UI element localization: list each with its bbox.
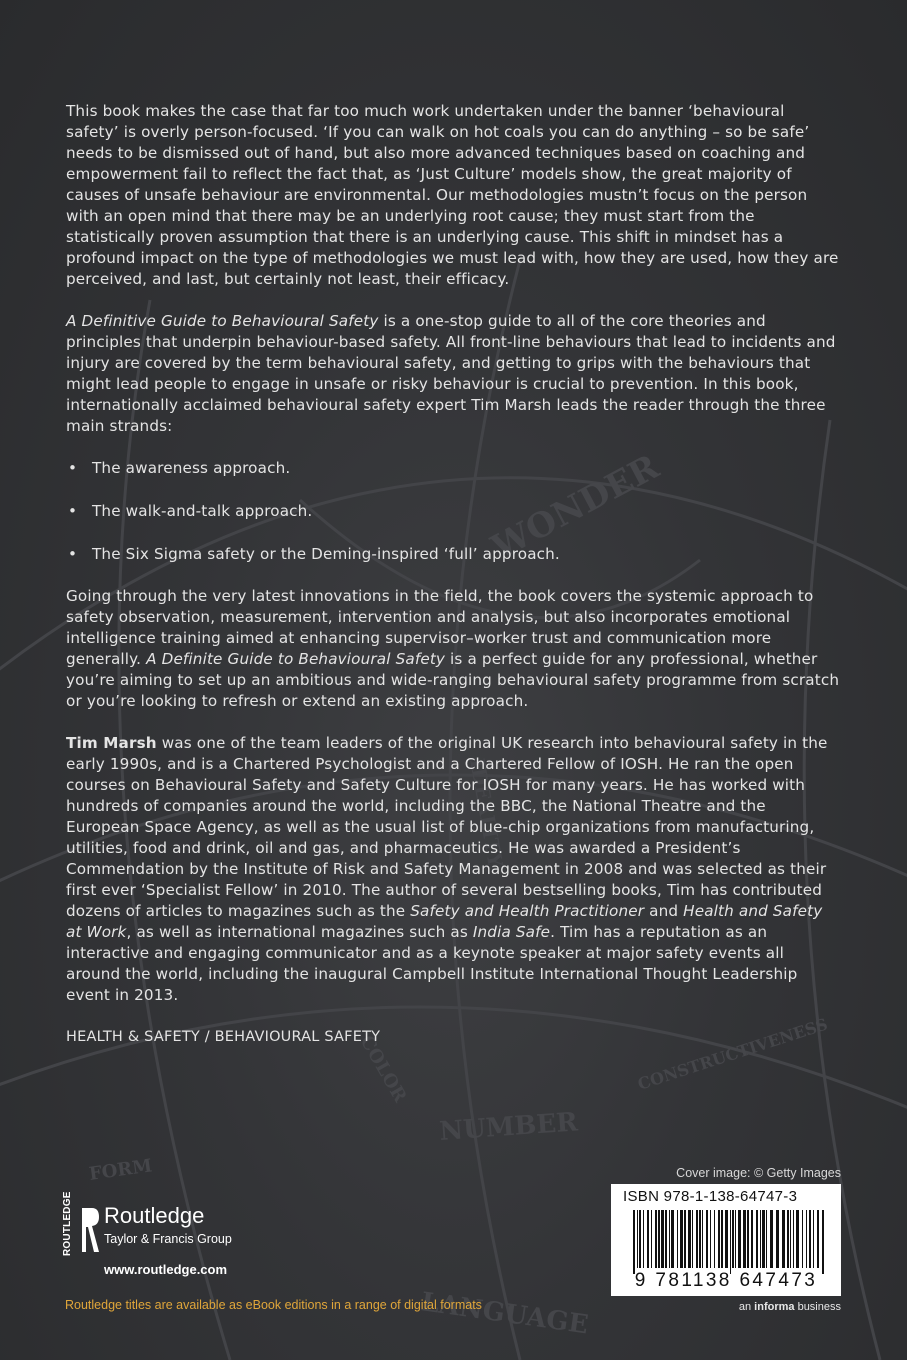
barcode-bar <box>756 1210 758 1268</box>
intro-paragraph: This book makes the case that far too much work undertaken under the banner ‘behavioural safety’ is overly person-focused. ‘If you can walk on hot coals you can do anything – so be safe’ needs to be dismissed out of hand, but also more advanced techniques based on coaching and empowerment fail to reflect the fact that, as ‘Just Culture’ models show, the great majority of causes of unsafe behaviour are environmental. Our methodologies mustn’t focus on the person with an open mind that there may be an underlying root cause; they must start from the statistically proven assumption that there is an underlying cause. This shift in mindset has a profound impact on the type of methodologies we must lead with, how they are used, how they are perceived, and last, but certainly not least, their efficacy. <box>66 102 839 288</box>
isbn-barcode <box>611 1184 841 1296</box>
barcode-bar <box>809 1210 811 1268</box>
magazine-3: India Safe <box>472 923 551 941</box>
barcode-bar <box>725 1210 728 1268</box>
barcode-bar <box>806 1210 807 1268</box>
informa-brand: informa <box>754 1301 795 1313</box>
barcode-bar <box>796 1210 799 1268</box>
bg-word-constructiveness: CONSTRUCTIVENESS <box>635 1014 830 1094</box>
barcode-digits: 9 781138 647473 <box>634 1270 818 1291</box>
routledge-r-icon <box>80 1206 100 1254</box>
author-name: Tim Marsh <box>66 734 157 752</box>
barcode-bar <box>688 1210 691 1268</box>
author-text-c: , as well as international magazines such as <box>126 923 473 941</box>
author-text-d: . Tim has a reputation as an interactive and engaging communicator and as a keynote speaker at major safety events all around the world, including the inaugural Campbell Institute International Thought Leadership event in 2013. <box>66 923 798 1004</box>
list-item: • The walk-and-talk approach. <box>66 501 841 522</box>
barcode-bar <box>790 1210 791 1268</box>
barcode-bar <box>710 1210 711 1268</box>
back-cover-text <box>66 101 841 1048</box>
barcode-bar <box>714 1210 715 1268</box>
innovations-paragraph <box>66 586 841 712</box>
barcode-bar <box>706 1210 708 1268</box>
barcode-bar <box>692 1210 693 1268</box>
barcode-bar <box>647 1210 649 1268</box>
barcode-bar <box>637 1210 638 1268</box>
guide-paragraph-text: is a one-stop guide to all of the core theories and principles that underpin behaviour-based safety. All front-line behaviours that lead to incidents and injury are covered by the term behavioural safety, and getting to grips with the behaviours that might lead people to engage in unsafe or risky behaviour is crucial to prevention. In this book, internationally acclaimed behavioural safety expert Tim Marsh leads the reader through the three main strands: <box>66 312 836 435</box>
barcode-bar <box>743 1210 746 1268</box>
isbn-number: ISBN 978-1-138-64747-3 <box>623 1188 798 1205</box>
author-text-a: was one of the team leaders of the original UK research into behavioural safety in the early 1990s, and is a Chartered Psychologist and a Chartered Fellow of IOSH. He ran the open courses on Behavioural Safety and Safety Culture for IOSH for many years. He has worked with hundreds of companies around the world, including the BBC, the National Theatre and the European Space Agency, as well as the usual list of blue-chip organizations from manufacturing, utilities, food and drink, oil and gas, and pharmaceutics. He was awarded a President’s Commendation by the Institute of Risk and Safety Management in 2008 and was selected as their first ever ‘Specialist Fellow’ in 2010. The author of several bestselling books, Tim has contributed dozens of articles to magazines such as the <box>66 734 828 920</box>
book-title-italic-2: A Definite Guide to Behavioural Safety <box>146 650 446 668</box>
subject-category: HEALTH & SAFETY / BEHAVIOURAL SAFETY <box>66 1029 381 1045</box>
barcode-bar <box>643 1210 644 1268</box>
barcode-bar <box>766 1210 767 1268</box>
bg-word-form: FORM <box>87 1155 154 1185</box>
barcode-bar <box>730 1210 731 1274</box>
informa-business-tag <box>739 1301 841 1313</box>
barcode-bar <box>671 1210 674 1268</box>
barcode-bar <box>747 1210 749 1268</box>
innovations-text-a: Going through the very latest innovations in the field, the book covers the systemic approach to safety observation, measurement, intervention and analysis, but also incorporates emotional intelligence training aimed at enhancing supervisor–worker trust and communication more generally. <box>66 587 814 668</box>
informa-suffix: business <box>794 1301 841 1313</box>
barcode-bar <box>732 1210 734 1268</box>
barcode-bar <box>738 1210 741 1268</box>
barcode-bar <box>813 1210 814 1268</box>
bg-word-language: LANGUAGE <box>419 1287 591 1341</box>
publisher-url: www.routledge.com <box>104 1262 228 1277</box>
barcode-bar <box>677 1210 678 1268</box>
publisher-name: Routledge <box>104 1203 205 1228</box>
guide-paragraph <box>66 311 841 437</box>
routledge-vertical-wordmark: ROUTLEDGE <box>62 1191 73 1256</box>
barcode-bar <box>776 1210 779 1268</box>
barcode-bar <box>735 1210 736 1268</box>
list-item: • The awareness approach. <box>66 458 841 479</box>
strands-list <box>66 458 841 565</box>
barcode-bar <box>639 1210 641 1268</box>
barcode-bar <box>669 1210 670 1268</box>
barcode-bar <box>655 1210 657 1268</box>
book-title-italic: A Definitive Guide to Behavioural Safety <box>66 312 379 330</box>
list-item: • The Six Sigma safety or the Deming-inspired ‘full’ approach. <box>66 544 841 565</box>
barcode-bar <box>721 1210 723 1268</box>
barcode-bar <box>782 1210 785 1268</box>
bg-word-color: COLOR <box>355 1032 411 1106</box>
barcode-bar <box>762 1210 765 1268</box>
magazine-1: Safety and Health Practitioner <box>410 902 645 920</box>
barcode-bar <box>633 1210 635 1274</box>
barcode-bar <box>770 1210 773 1268</box>
barcode-bar <box>817 1210 819 1268</box>
author-paragraph <box>66 733 841 1006</box>
barcode-bar <box>651 1210 652 1268</box>
informa-prefix: an <box>738 1301 755 1313</box>
magazine-2: Health and Safety at Work <box>66 902 823 941</box>
barcode-bar <box>661 1210 664 1268</box>
barcode-bar <box>680 1210 683 1268</box>
barcode-bar <box>658 1210 660 1268</box>
bg-word-wonder: WONDER <box>485 446 666 568</box>
barcode-bar <box>751 1210 753 1268</box>
barcode-bar <box>699 1210 701 1268</box>
barcode-bar <box>718 1210 720 1268</box>
bg-word-number: NUMBER <box>438 1107 579 1147</box>
barcode-bar <box>793 1210 794 1268</box>
barcode-bar <box>760 1210 761 1268</box>
barcode-bar <box>787 1210 789 1268</box>
publisher-group: Taylor & Francis Group <box>104 1232 232 1246</box>
barcode-bar <box>684 1210 686 1268</box>
ebook-note: Routledge titles are available as eBook editions in a range of digital formats <box>65 1298 482 1312</box>
barcode-bar <box>802 1210 803 1268</box>
cover-image-credit: Cover image: © Getty Images <box>676 1166 841 1180</box>
barcode-bar <box>696 1210 698 1268</box>
bg-word-ideality: IDEALITY <box>465 756 508 870</box>
author-text-b: and <box>644 902 684 920</box>
barcode-bar <box>822 1210 824 1274</box>
barcode-bar <box>702 1210 703 1268</box>
innovations-text-b: is a perfect guide for any professional, whether you’re aiming to set up an ambitious and wide-ranging behavioural safety programme from scratch or you’re looking to refresh or extend an existing approach. <box>66 650 840 710</box>
barcode-bar <box>665 1210 667 1268</box>
